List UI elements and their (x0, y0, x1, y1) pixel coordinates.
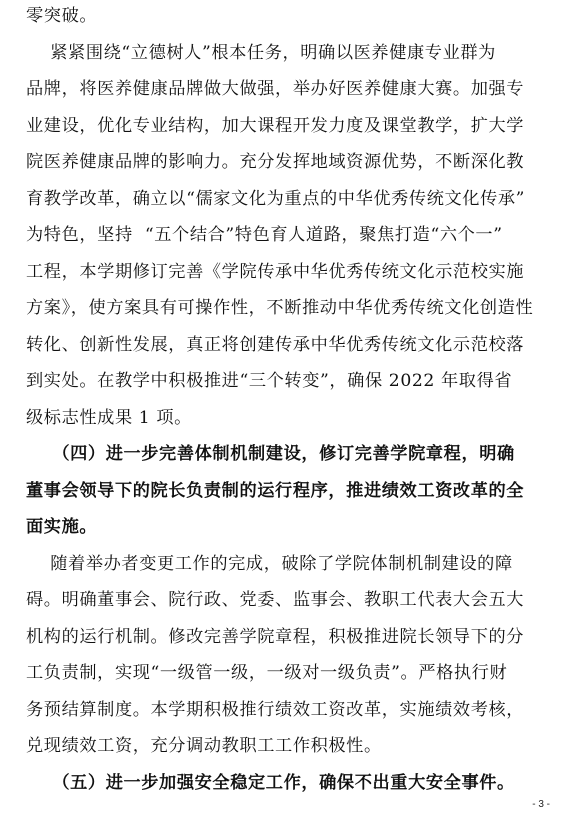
paragraph-line: 碍。明确董事会、院行政、党委、监事会、教职工代表大会五大 (26, 590, 525, 610)
paragraph-line: 工程，本学期修订完善《学院传承中华优秀传统文化示范校实施 (26, 261, 525, 282)
paragraph-line: 育教学改革，确立以“儒家文化为重点的中华优秀传统文化传承” (26, 188, 526, 209)
paragraph-line: 方案》，使方案具有可操作性，不断推动中华优秀传统文化创造性 (26, 298, 534, 318)
paragraph-line: 务预结算制度。本学期积极推行绩效工资改革，实施绩效考核， (26, 699, 525, 720)
paragraph-line: 兑现绩效工资，充分调动教职工工作积极性。 (26, 736, 382, 756)
paragraph-line: 零突破。 (26, 6, 98, 26)
paragraph-line: 级标志性成果 1 项。 (26, 407, 192, 428)
paragraph-line: 为特色，坚持 “五个结合”特色育人道路，聚焦打造“六个一” (26, 225, 503, 245)
section-heading-line: 面实施。 (26, 517, 98, 537)
paragraph-line: 业建设，优化专业结构，加大课程开发力度及课堂教学，扩大学 (26, 115, 525, 136)
section-heading-line: （四）进一步完善体制机制建设，修订完善学院章程，明确 (26, 444, 515, 464)
paragraph-line: 品牌，将医养健康品牌做大做强，举办好医养健康大赛。加强专 (26, 79, 525, 99)
section-heading-line: （五）进一步加强安全稳定工作，确保不出重大安全事件。 (26, 772, 515, 793)
section-heading-line: 董事会领导下的院长负责制的运行程序，推进绩效工资改革的全 (26, 480, 525, 501)
page-number: - 3 - (532, 799, 550, 810)
paragraph-line: 紧紧围绕“立德树人”根本任务，明确以医养健康专业群为 (26, 42, 496, 63)
paragraph-line: 院医养健康品牌的影响力。充分发挥地域资源优势，不断深化教 (26, 152, 525, 172)
paragraph-line: 机构的运行机制。修改完善学院章程，积极推进院长领导下的分 (26, 626, 525, 647)
paragraph-line: 到实处。在教学中积极推进“三个转变”，确保 2022 年取得省 (26, 371, 513, 391)
paragraph-line: 转化、创新性发展，真正将创建传承中华优秀传统文化示范校落 (26, 334, 525, 355)
paragraph-line: 随着举办者变更工作的完成，破除了学院体制机制建设的障 (26, 553, 513, 574)
paragraph-line: 工负责制，实现“一级管一级，一级对一级负责”。严格执行财 (26, 663, 508, 683)
